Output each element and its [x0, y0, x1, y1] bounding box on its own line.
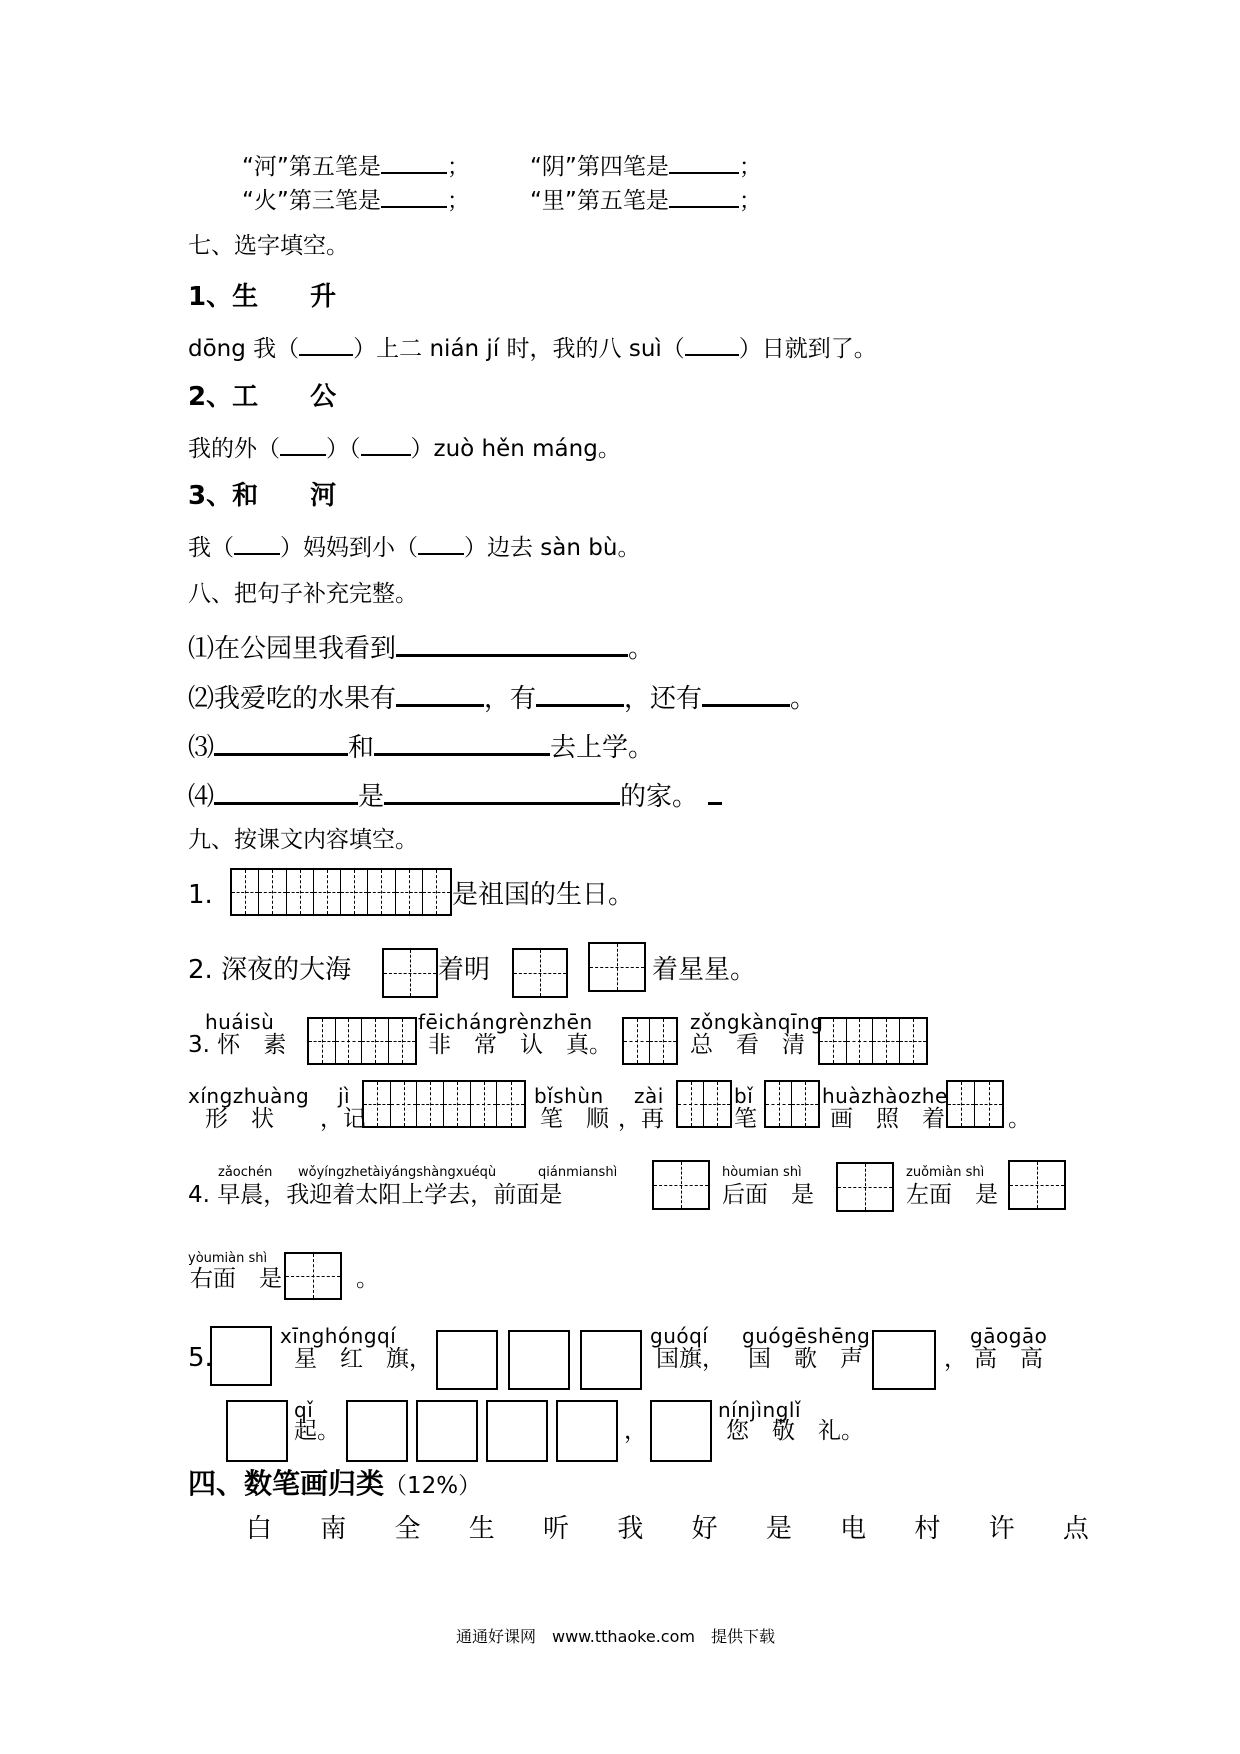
q4-text-zuomian: 左面 是 [906, 1182, 998, 1208]
section-8-sentence-3: ⑶ 和 去上学。 [188, 729, 654, 761]
char-grid-q3-a[interactable] [307, 1017, 417, 1065]
pinyin-huaisu: huáisù [205, 1010, 275, 1034]
pinyin-zongkanqing: zǒngkànqīng [690, 1010, 824, 1034]
q5-comma-1: ， [944, 1346, 967, 1372]
answer-box-q5-11[interactable] [650, 1400, 712, 1462]
answer-box-q5-9[interactable] [486, 1400, 548, 1462]
char-grid-q3-e[interactable] [676, 1080, 732, 1128]
q5-text-ninjingli: 您 敬 礼。 [726, 1418, 864, 1444]
pinyin-gaogao: gāogāo [970, 1324, 1048, 1348]
section-9-q5-number: 5. [188, 1343, 213, 1373]
section-9-q2-text-b: 着明 [438, 955, 491, 985]
answer-box-q5-7[interactable] [346, 1400, 408, 1462]
char-grid-q4-left[interactable] [1008, 1160, 1066, 1210]
section-7-title: 七、选字填空。 [188, 233, 349, 259]
answer-box-q5-4[interactable] [580, 1330, 642, 1390]
char-grid-q3-c[interactable] [818, 1017, 928, 1065]
pinyin-woyingzhe: wǒyíngzhetàiyángshàngxuéqù [298, 1165, 497, 1180]
q4-text-houmian: 后面 是 [722, 1182, 814, 1208]
section-8-sentence-2: ⑵我爱吃的水果有 ，有 ，还有 。 [188, 680, 816, 712]
pinyin-youmian: yòumiàn shì [188, 1251, 268, 1266]
char-grid-q4-right[interactable] [284, 1252, 342, 1300]
q3-text-bishun: 笔 顺 [540, 1106, 609, 1132]
answer-box-q5-3[interactable] [508, 1330, 570, 1390]
pinyin-zuomian: zuǒmiàn shì [906, 1165, 985, 1180]
q4-text-youmian: 右面 是 [190, 1266, 282, 1292]
q3-text-feichangrenzhen: 非 常 认 真。 [428, 1032, 612, 1058]
char-grid-q3-b[interactable] [622, 1017, 678, 1065]
section-7-q2-options: 2、工 公 [188, 382, 337, 412]
section-8-sentence-4: ⑷ 是 的家。 [188, 778, 722, 810]
pinyin-guoqi: guóqí [650, 1324, 709, 1348]
section-9-q1-number: 1. [188, 880, 213, 910]
answer-box-q5-1[interactable] [210, 1326, 272, 1386]
pinyin-ji: jì [338, 1084, 351, 1108]
answer-box-q5-6[interactable] [226, 1400, 288, 1462]
q3-end-period: 。 [1008, 1106, 1031, 1132]
section-9-q2-text-c: 着星星。 [652, 955, 757, 985]
pinyin-qi: qǐ [294, 1398, 314, 1422]
q3-text-zongkanqing: 总 看 清 [690, 1032, 805, 1058]
pinyin-huazhaozhe: huàzhàozhe [822, 1084, 948, 1108]
q5-text-guogesheng: 国 歌 声 [748, 1346, 863, 1372]
q3-text-bi: 笔 [734, 1106, 757, 1132]
pinyin-ninjingli: nínjìnglǐ [718, 1398, 802, 1422]
q3-text-xingzhuang: 形 状 [205, 1106, 274, 1132]
pinyin-xinghongqi: xīnghóngqí [280, 1324, 397, 1348]
section-7-q3-sentence: 我（ ）妈妈到小（ ）边去 sàn bù。 [188, 535, 641, 561]
stroke-question-1: “河”第五笔是 ； [242, 154, 470, 180]
answer-box-q5-8[interactable] [416, 1400, 478, 1462]
char-grid-q2-3[interactable] [588, 942, 646, 992]
answer-box-q5-10[interactable] [556, 1400, 618, 1462]
q3-text-ji: ，记 [320, 1106, 366, 1132]
answer-box-q5-5[interactable] [872, 1330, 936, 1390]
q5-text-gaogao: 高 高 [974, 1346, 1043, 1372]
pinyin-xingzhuang: xíngzhuàng [188, 1084, 310, 1108]
stroke-question-2: “阴”第四笔是 ； [530, 154, 762, 180]
q5-comma-2: ， [624, 1418, 647, 1444]
pinyin-qianmianshi: qiánmianshì [538, 1165, 618, 1180]
char-grid-q3-d[interactable] [362, 1080, 526, 1128]
pinyin-houmian: hòumian shì [722, 1165, 802, 1180]
stroke-question-4: “里”第五笔是 ； [530, 188, 762, 214]
char-grid-q3-g[interactable] [946, 1080, 1004, 1128]
q3-text-zai: ，再 [618, 1106, 664, 1132]
q5-text-xinghongqi: 星 红 旗， [294, 1346, 432, 1372]
section-7-q2-sentence: 我的外（ ）（ ）zuò hěn máng。 [188, 436, 621, 462]
section-8-title: 八、把句子补充完整。 [188, 581, 418, 607]
section-9-q1-text: 是祖国的生日。 [452, 880, 635, 910]
section-7-q1-sentence: dōng 我（ ）上二 nián jí 时，我的八 suì（ ）日就到了。 [188, 336, 877, 362]
char-grid-q3-f[interactable] [764, 1080, 820, 1128]
char-grid-q4-front[interactable] [652, 1160, 710, 1210]
pinyin-bishun: bǐshùn [534, 1084, 604, 1108]
section-8-sentence-1: ⑴在公园里我看到 。 [188, 630, 654, 662]
stroke-question-3: “火”第三笔是 ； [242, 188, 470, 214]
page-footer: 通通好课网 www.tthaoke.com 提供下载 [456, 1627, 775, 1646]
answer-box-q5-2[interactable] [436, 1330, 498, 1390]
q5-text-guoqi: 国旗， [656, 1346, 725, 1372]
section-7-q1-options: 1、生 升 [188, 282, 337, 312]
pinyin-bi: bǐ [734, 1084, 754, 1108]
section-4-title: 四、数笔画归类（12%） [188, 1467, 482, 1500]
section-9-q2-text-a: 2. 深夜的大海 [188, 955, 352, 985]
section-9-title: 九、按课文内容填空。 [188, 827, 418, 853]
section-4-characters: 白 南 全 生 听 我 好 是 电 村 许 点 [246, 1514, 1109, 1544]
char-grid-q2-2[interactable] [512, 948, 568, 998]
pinyin-zai: zài [634, 1084, 664, 1108]
pinyin-guogesheng: guógēshēng [742, 1324, 871, 1348]
q3-text-huaisu: 3. 怀 素 [188, 1032, 287, 1058]
q3-text-huazhaozhe: 画 照 着 [830, 1106, 945, 1132]
section-7-q3-options: 3、和 河 [188, 481, 337, 511]
char-grid-q2-1[interactable] [382, 948, 438, 998]
q4-text-main: 4. 早晨，我迎着太阳上学去，前面是 [188, 1182, 563, 1208]
pinyin-feichangrenzhen: fēichángrènzhēn [418, 1010, 593, 1034]
char-grid-8-boxes[interactable] [230, 868, 452, 916]
q5-text-qi: 起。 [294, 1418, 340, 1444]
pinyin-zaochen: zǎochén [218, 1165, 273, 1180]
q4-end-period: 。 [356, 1266, 379, 1292]
char-grid-q4-back[interactable] [836, 1162, 894, 1212]
